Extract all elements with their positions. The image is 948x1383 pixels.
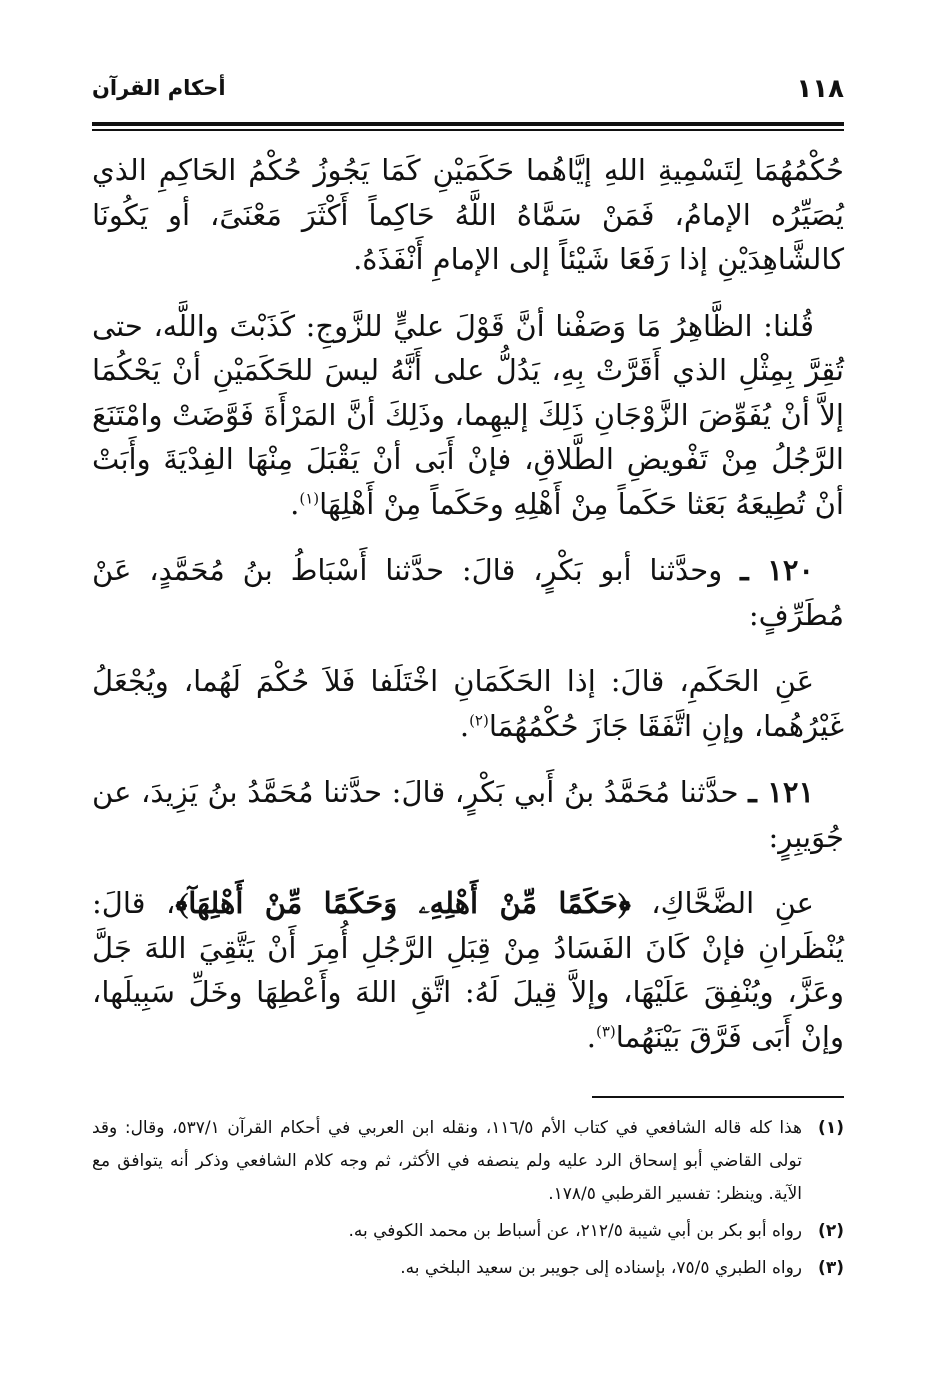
header-rule-thick	[92, 122, 844, 126]
narration-121-text: حدَّثنا مُحَمَّدُ بنُ أَبي بَكْرٍ، قالَ: حدَّثنا مُحَمَّدُ بنُ يَزِيدَ، عن جُوَيبِرٍ:	[92, 775, 844, 854]
paragraph-1-text: حُكْمُهُمَا لِتَسْمِيةِ اللهِ إيَّاهُما حَكَمَيْنِ كَمَا يَجُوزُ حُكْمُ الحَاكِمِ الذي يُصَيِّرُه الإمامُ، فَمَنْ سَمَّاهُ اللَّهُ حَاكِماً أَكْثَرَ مَعْنَىً، أو يَكُونَا كالشَّاهِدَيْنِ إذا رَفَعَا شَيْئاً إلى الإمامِ أَنْفَذَهُ.	[92, 153, 844, 276]
footnote-text: هذا كله قاله الشافعي في كتاب الأم ١١٦/٥، ونقله ابن العربي في أحكام القرآن ٥٣٧/١، وقال: وقد تولى القاضي أبو إسحاق الرد عليه ولم ينصفه في الأكثر، ثم وجه كلام الشافعي وذكر أنه يتوافق مع الآية. وينظر: تفسير القرطبي ١٧٨/٥.	[92, 1118, 803, 1204]
paragraph-6-end: .	[586, 1019, 596, 1054]
footnote-separator	[592, 1096, 844, 1098]
narration-120-text: وحدَّثنا أبو بَكْرٍ، قالَ: حدَّثنا أَسْبَاطُ بنُ مُحَمَّدٍ، عَنْ مُطَرِّفٍ:	[92, 553, 844, 632]
running-title: أحكام القرآن	[92, 76, 226, 100]
footnote-text: رواه أبو بكر بن أبي شيبة ٢١٢/٥، عن أسباط بن محمد الكوفي به.	[348, 1221, 802, 1241]
paragraph-6-text-b: ، قالَ: يُنْظَرانِ فإنْ كَانَ الفَسَادُ مِنْ قِبَلِ الرَّجُلِ أُمِرَ أَنْ يَتَّقِيَ اللهَ جَلَّ وعَزَّ، ويُنْفِقَ عَلَيْهَا، وإلاَّ قِيلَ لَهُ: اتَّقِ اللهَ وأَعْطِهَا وخَلِّ سَبِيلَها، وإنْ أَبَى فَرَّقَ بَيْنَهُما	[92, 886, 844, 1054]
header-rule-thin	[92, 129, 844, 131]
page-number: ١١٨	[796, 74, 844, 104]
footnote-number: (١)	[818, 1118, 844, 1138]
paragraph-1	[92, 148, 844, 282]
footnote-3	[92, 1252, 844, 1285]
footnote-number: (٣)	[818, 1258, 844, 1278]
page-header	[92, 70, 844, 110]
paragraph-4-text: عَنِ الحَكَمِ، قالَ: إذا الحَكَمَانِ اخْتَلَفا فَلاَ حُكْمَ لَهُما، ويُجْعَلُ غَيْرُهُما، وإنِ اتَّفَقَا جَازَ حُكْمُهُمَا	[92, 664, 844, 743]
footnote-ref-1[interactable]: (١)	[299, 488, 320, 507]
footnote-2	[92, 1215, 844, 1248]
paragraph-2-end: .	[290, 486, 300, 521]
book-page	[92, 70, 844, 1330]
paragraph-2-text: قُلنا: الظَّاهِرُ مَا وَصَفْنا أنَّ قَوْلَ عليٍّ للزَّوجِ: كَذَبْتَ واللَّه، حتى تُقِرَّ بِمِثْلِ الذي أَقَرَّتْ بِهِ، يَدُلُّ على أَنَّهُ ليسَ للحَكَمَيْنِ أنْ يَحْكُمَا إلاَّ أنْ يُفَوِّضَ الزَّوْجَانِ ذَلِكَ إليهِما، وذَلِكَ أنَّ المَرْأَةَ فَوَّضَتْ وامْتَنَعَ الرَّجُلُ مِنْ تَفْويضِ الطَّلاقِ، فإنْ أَبَى أنْ يَقْبَلَ مِنْهَا الفِدْيَةَ وأَبَتْ أنْ تُطِيعَهُ بَعَثا حَكَماً مِنْ أَهْلِهِ وحَكَماً مِنْ أَهْلِهَا	[92, 308, 844, 521]
footnote-ref-3[interactable]: (٣)	[595, 1021, 616, 1040]
paragraph-4-end: .	[459, 708, 470, 743]
footnote-ref-2[interactable]: (٢)	[469, 710, 489, 729]
paragraph-narration-121	[92, 770, 844, 859]
paragraph-narration-120	[92, 548, 844, 637]
narration-number-121: ١٢١ ـ	[748, 775, 815, 809]
footnotes	[92, 1112, 844, 1289]
footnote-1	[92, 1112, 844, 1211]
paragraph-4	[92, 659, 844, 748]
paragraph-2	[92, 304, 844, 527]
paragraph-6-text-a: عنِ الضَّحَّاكِ،	[651, 886, 814, 920]
footnote-text: رواه الطبري ٧٥/٥، بإسناده إلى جويبر بن سعيد البلخي به.	[400, 1258, 802, 1278]
paragraph-6	[92, 881, 844, 1059]
quran-verse: ﴿حَكَمًا مِّنْ أَهْلِهِۦ وَحَكَمًا مِّنْ أَهْلِهَآ﴾	[175, 886, 631, 920]
main-text	[92, 148, 844, 1081]
narration-number-120: ١٢٠ ـ	[740, 553, 814, 587]
footnote-number: (٢)	[818, 1221, 844, 1241]
